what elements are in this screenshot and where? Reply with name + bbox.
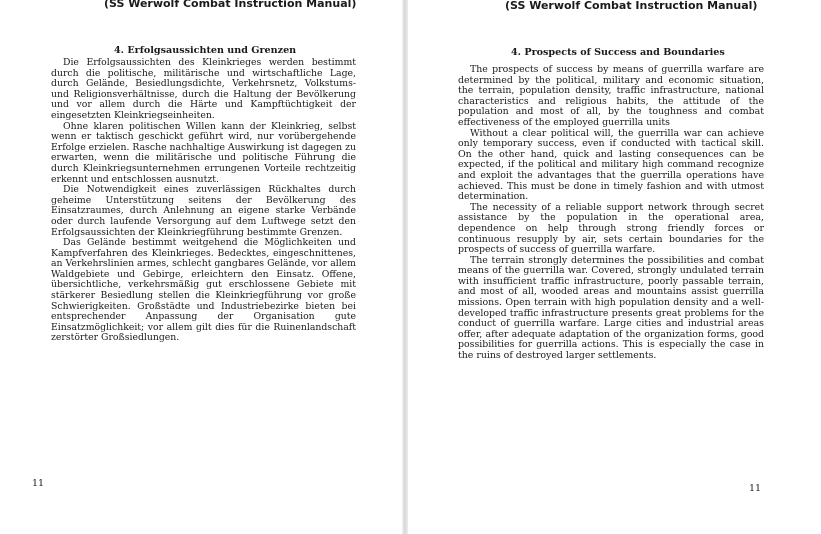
paragraph: The necessity of a reliable support network through secret assistance by the population in the operational area, dependence on help through strong friendly forces or continuous resupply by air, sets certain boundaries for the prospects of success of guerrilla warfare. xyxy=(458,201,764,256)
right-page xyxy=(410,0,821,534)
paragraph: The prospects of success by means of guerrilla warfare are determined by the political, military and economic situation, the terrain, population density, traffic infrastructure, national characteristics and religious habits, the attitude of the population and most of all, by the toughness and combat effectiveness of the employed guerrilla units xyxy=(458,64,764,128)
paragraph: The terrain strongly determines the possibilities and combat means of the guerrilla war. Covered, strongly undulated terrain with insufficient traffic infrastructure, poorly passable terrain, and most of all, wooded areas and mountains assist guerrilla missions. Open terrain with high population density and a well-developed traffic infrastructure presents great problems for the conduct of guerrilla warfare. Large cities and industrial areas offer, after adequate adaptation of the organization forms, good possibilities for guerrilla actions. This is especially the case in the ruins of destroyed larger settlements. xyxy=(458,254,764,362)
gutter-shadow xyxy=(402,0,408,534)
running-head: (SS Werwolf Combat Instruction Manual) xyxy=(104,0,357,10)
body-text xyxy=(51,58,356,344)
paragraph: Die Notwendigkeit eines zuverlässigen Rückhaltes durch geheime Unterstützung seitens der Bevölkerung des Einsatzraumes, durch Anlehnung an eigene starke Verbände oder durch laufende Versorgung auf dem Luftwege setzt den Erfolgsaussichten der Kleinkriegführung bestimmte Grenzen. xyxy=(51,184,356,238)
page-number: 11 xyxy=(749,483,762,494)
left-page xyxy=(0,0,400,534)
body-text xyxy=(458,65,764,362)
paragraph: Das Gelände bestimmt weitgehend die Möglichkeiten und Kampfverfahren des Kleinkrieges. Bedecktes, eingeschnittenes, an Verkehrslinien armes, schlecht gangbares Gelände, vor allem Waldgebiete und Gebirge, erleichtern den Einsatz. Offene, übersichtliche, verkehrsmäßig gut erschlossene Gebiete mit stärkerer Besiedlung stellen die Kleinkriegführung vor große Schwierigkeiten. Großstädte und Industriebezirke bieten bei entsprechender Anpassung der Organisation gute Einsatzmöglichkeit; vor allem gilt dies für die Ruinenlandschaft zerstörter Großsiedlungen. xyxy=(51,237,356,344)
section-title: 4. Erfolgsaussichten und Grenzen xyxy=(114,45,297,56)
paragraph: Without a clear political will, the guerrilla war can achieve only temporary success, even if conducted with tactical skill. On the other hand, quick and lasting consequences can be expected, if the political and military high command recognize and exploit the advantages that the guerrilla operations have achieved. This must be done in timely fashion and with utmost determination. xyxy=(458,127,764,203)
paragraph: Ohne klaren politischen Willen kann der Kleinkrieg, selbst wenn er taktisch geschickt geführt wird, nur vorübergehende Erfolge erzielen. Rasche nachhaltige Auswirkung ist dagegen zu erwarten, wenn die militärische und politische Führung die durch Kleinkriegsunternehmen errungenen Vorteile rechtzeitig erkennt und entschlossen ausnutzt. xyxy=(51,120,356,185)
running-head: (SS Werwolf Combat Instruction Manual) xyxy=(505,0,758,12)
paragraph: Die Erfolgsaussichten des Kleinkrieges werden bestimmt durch die politische, militärische und wirtschaftliche Lage, durch Gelände, Besiedlungsdichte, Verkehrsnetz, Volkstums- und Religionsverhältnisse, durch die Haltung der Bevölkerung und vor allem durch die Härte und Kampftüchtigkeit der eingesetzten Kleinkriegseinheiten. xyxy=(51,57,356,121)
section-title: 4. Prospects of Success and Boundaries xyxy=(511,47,725,58)
page-number: 11 xyxy=(32,478,45,489)
